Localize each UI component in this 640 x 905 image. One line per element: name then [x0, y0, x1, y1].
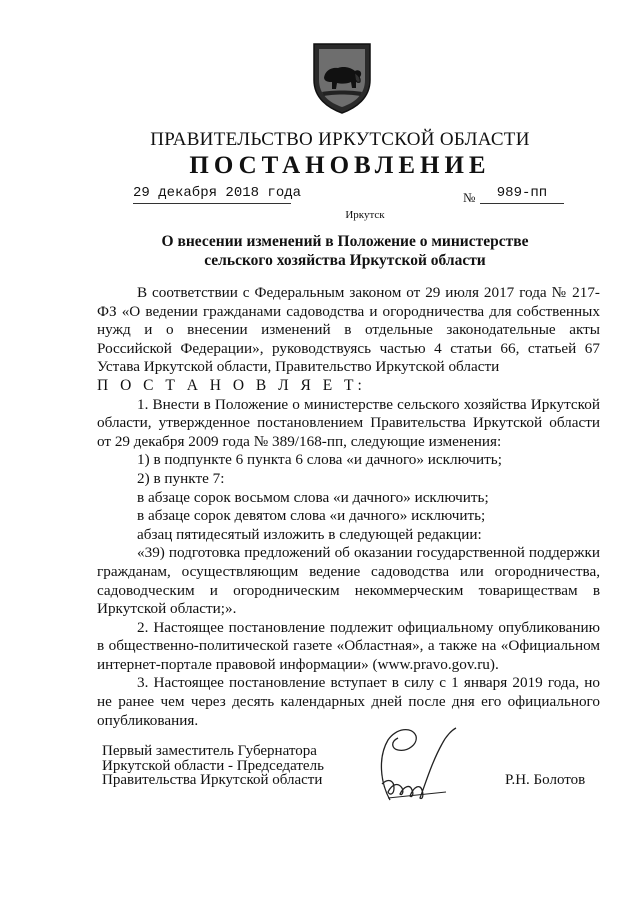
number-sign: №	[463, 190, 476, 205]
paragraph-1-item-2b: в абзаце сорок девятом слова «и дачного» исключить;	[137, 507, 486, 525]
signatory-name: Р.Н. Болотов	[505, 772, 586, 788]
paragraph-1-item-1: 1) в подпункте 6 пункта 6 слова «и дачного» исключить;	[137, 451, 502, 469]
position-line-3: Правительства Иркутской области	[102, 772, 323, 788]
subject-line-1: О внесении изменений в Положение о министерстве	[161, 233, 529, 250]
handwritten-signature	[368, 722, 468, 808]
position-line-2: Иркутской области - Председатель	[102, 757, 324, 774]
position-line-1: Первый заместитель Губернатора	[102, 743, 317, 759]
document-type: ПОСТАНОВЛЕНИЕ	[189, 152, 491, 179]
document-body	[97, 284, 600, 730]
document-subject	[0, 232, 640, 270]
preamble-paragraph: В соответствии с Федеральным законом от 29 июля 2017 года № 217-ФЗ «О ведении гражданами садоводства и огородничества для собственных нужд и о внесении изменений в отдельные законодательные акты Российской Федерации», руководствуясь частью 4 статьи 66, статьей 67 Устава Иркутской области, Правительство Иркутской области	[97, 284, 600, 376]
quoted-text: «39) подготовка предложений об оказании государственной поддержки гражданам, осуществляющим ведение садоводства или огородничества, садоводческим и огородническим некоммерческим товариществам в Иркутской области;».	[97, 544, 600, 618]
paragraph-1-item-2a: в абзаце сорок восьмом слова «и дачного» исключить;	[137, 488, 489, 506]
coat-of-arms-icon	[310, 42, 374, 114]
subject-line-2: сельского хозяйства Иркутской области	[204, 252, 486, 269]
resolve-word: П О С Т А Н О В Л Я Е Т:	[97, 376, 366, 394]
organization-name: ПРАВИТЕЛЬСТВО ИРКУТСКОЙ ОБЛАСТИ	[150, 129, 530, 150]
paragraph-1: 1. Внести в Положение о министерстве сельского хозяйства Иркутской области, утвержденное постановлением Правительства Иркутской области от 29 декабря 2009 года № 389/168-пп, следующие изменения:	[97, 395, 600, 450]
paragraph-3: 3. Настоящее постановление вступает в силу с 1 января 2019 года, но не ранее чем через десять календарных дней после дня его официального опубликования.	[97, 674, 600, 729]
paragraph-2: 2. Настоящее постановление подлежит официальному опубликованию в общественно-политической газете «Областная», а также на «Официальном интернет-портале правовой информации» (www.pravo.gov.ru).	[97, 618, 600, 673]
paragraph-1-item-2c: абзац пятидесятый изложить в следующей редакции:	[137, 525, 482, 543]
signatory-position	[102, 744, 324, 788]
paragraph-1-item-2: 2) в пункте 7:	[137, 469, 225, 487]
document-date: 29 декабря 2018 года	[133, 185, 291, 204]
city-name: Иркутск	[345, 209, 385, 221]
document-number: 989-пп	[480, 185, 564, 204]
